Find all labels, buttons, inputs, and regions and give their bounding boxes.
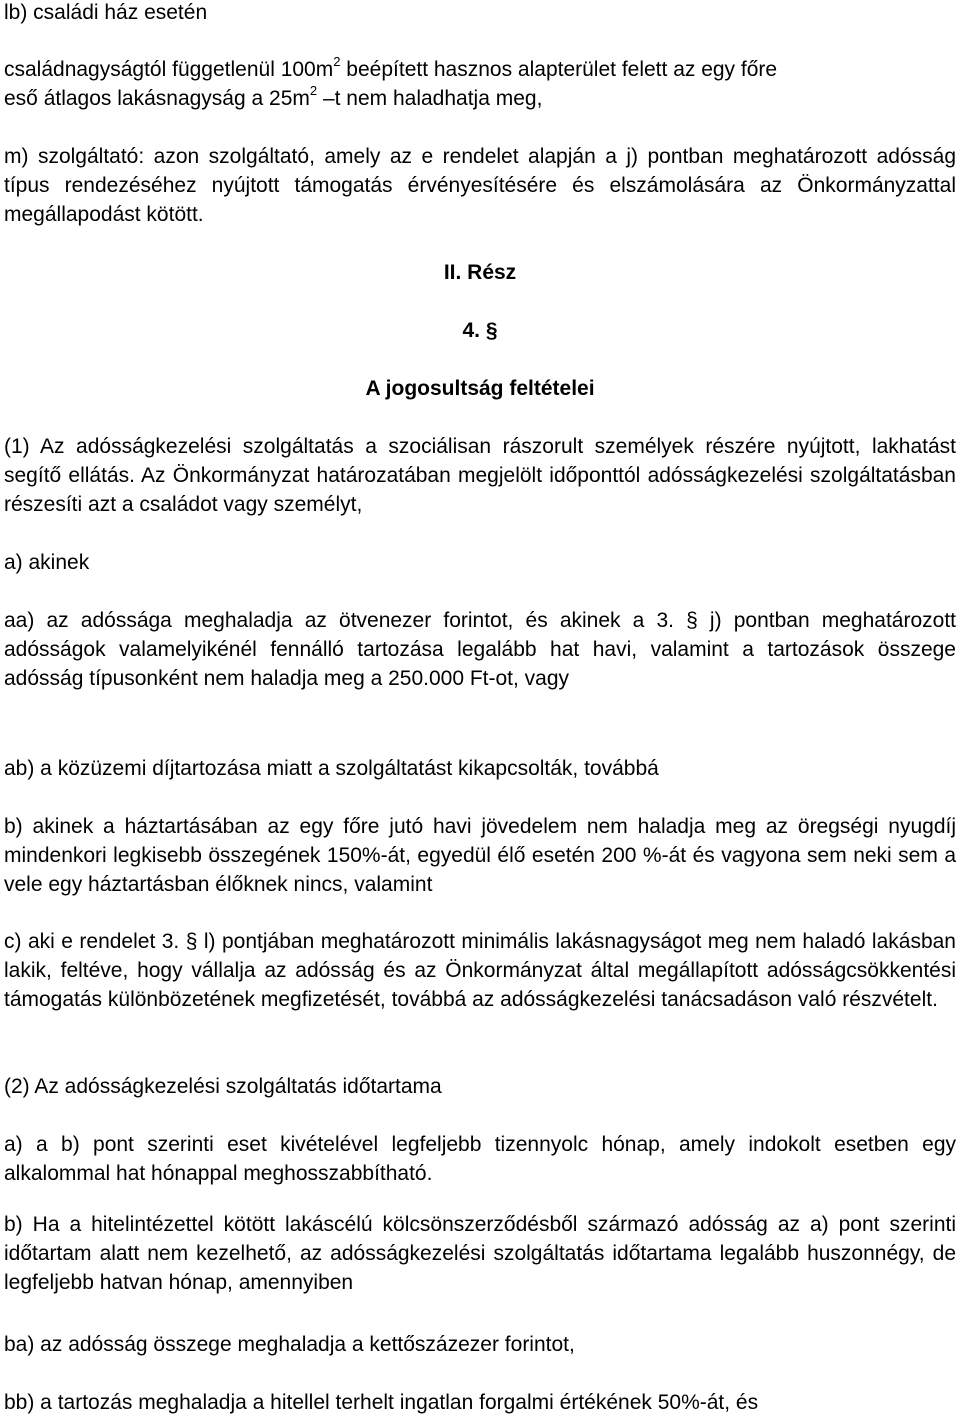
paragraph-2a: a) a b) pont szerinti eset kivételével legfeljebb tizennyolc hónap, amely indokolt esetben egy alkalommal hat hónappal meghosszabbítható. [4,1133,956,1185]
superscript-2b: 2 [309,83,318,98]
area-text-2: beépített hasznos alapterület felett az egy főre [340,58,778,81]
paragraph-a: a) akinek [4,551,90,574]
area-text-1: családnagyságtól függetlenül 100m [4,58,334,81]
paragraph-m: m) szolgáltató: azon szolgáltató, amely az e rendelet alapján a j) pontban meghatározott adósság típus rendezéséhez nyújtott támogatás érvényesítésére és elszámolására az Önkormányzattal megállapodást kötött. [4,145,956,226]
paragraph-bb: bb) a tartozás meghaladja a hitellel terhelt ingatlan forgalmi értékének 50%-át, és [4,1391,759,1414]
area-line-1 [4,55,956,84]
superscript-2: 2 [333,54,341,69]
paragraph-ba: ba) az adósság összege meghaladja a kettőszázezer forintot, [4,1333,575,1356]
paragraph-aa: aa) az adóssága meghaladja az ötvenezer forintot, és akinek a 3. § j) pontban meghatározott adósságok valamelyikénél fennálló tartozása legalább hat havi, valamint a tartozások összege adósság típusonként nem haladja meg a 250.000 Ft-ot, vagy [4,609,956,690]
paragraph-1: (1) Az adósságkezelési szolgáltatás a szociálisan rászorult személyek részére nyújtott, lakhatást segítő ellátás. Az Önkormányzat határozatában megjelölt időponttól adósságkezelési szolgáltatásban részesíti azt a családot vagy személyt, [4,435,956,516]
section-title: A jogosultság feltételei [365,377,595,400]
part-heading: II. Rész [443,261,517,284]
paragraph-area-limit [4,55,956,113]
area-text-3: eső átlagos lakásnagyság a 25m [4,87,310,110]
area-line-2 [4,84,956,113]
paragraph-c: c) aki e rendelet 3. § l) pontjában meghatározott minimális lakásnagyságot meg nem haladó lakásban lakik, feltéve, hogy vállalja az adósság és az Önkormányzat által megállapított adósságcsökkentési támogatás különbözetének megfizetését, továbbá az adósságkezelési tanácsadáson való részvételt. [4,930,956,1011]
section-number: 4. § [462,319,498,342]
paragraph-2b: b) Ha a hitelintézettel kötött lakáscélú kölcsönszerződésből származó adósság az a) pont szerinti időtartam alatt nem kezelhető, az adósságkezelési szolgáltatás időtartama legalább huszonnégy, de legfeljebb hatvan hónap, amennyiben [4,1213,956,1294]
paragraph-2: (2) Az adósságkezelési szolgáltatás időtartama [4,1075,442,1098]
paragraph-lb: lb) családi ház esetén [4,1,208,24]
area-text-4: –t nem haladhatja meg, [317,87,543,110]
paragraph-b: b) akinek a háztartásában az egy főre jutó havi jövedelem nem haladja meg az öregségi nyugdíj mindenkori legkisebb összegének 150%-át, egyedül élő esetén 200 %-át és vagyona sem neki sem a vele egy háztartásban élőknek nincs, valamint [4,815,956,896]
paragraph-ab: ab) a közüzemi díjtartozása miatt a szolgáltatást kikapcsolták, továbbá [4,757,659,780]
